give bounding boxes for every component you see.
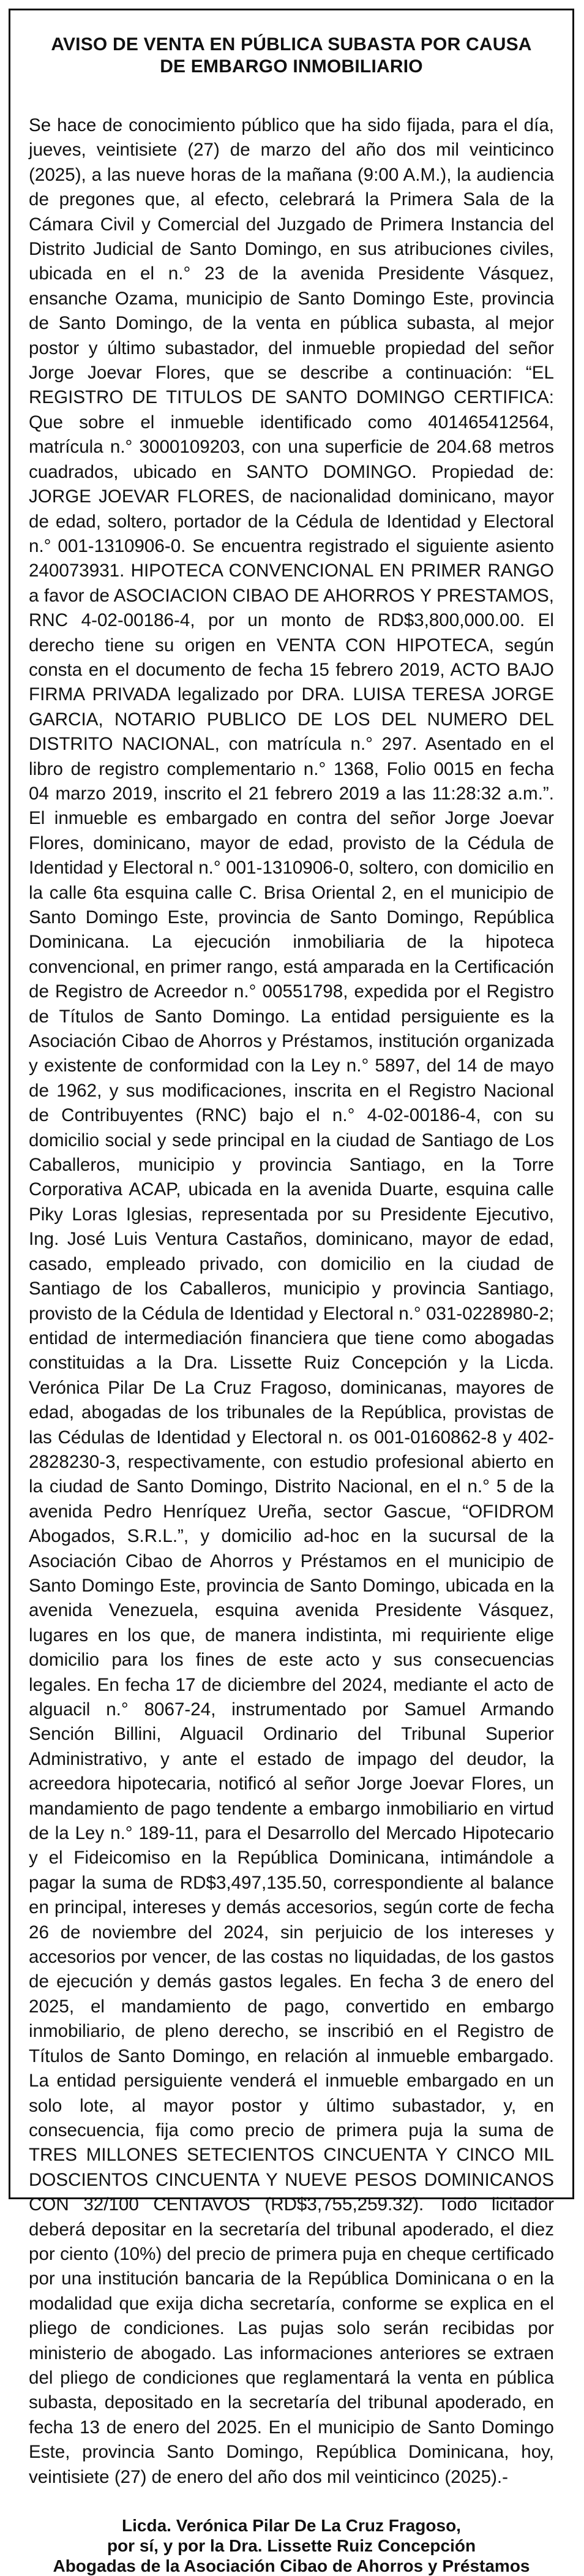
notice-title-line-1: AVISO DE VENTA EN PÚBLICA SUBASTA POR CAUSA xyxy=(51,34,532,55)
notice-title xyxy=(29,34,554,78)
notice-body: Se hace de conocimiento público que ha sido fijada, para el día, jueves, veintisiete (27) de marzo del año dos mil veinticinco (2025), a las nueve horas de la mañana (9:00 A.M.), la audiencia de pregones que, al efecto, celebrará la Primera Sala de la Cámara Civil y Comercial del Juzgado de Primera Instancia del Distrito Judicial de Santo Domingo, en sus atribuciones civiles, ubicada en el n.° 23 de la avenida Presidente Vásquez, ensanche Ozama, municipio de Santo Domingo Este, provincia de Santo Domingo, de la venta en pública subasta, al mejor postor y último subastador, del inmueble propiedad del señor Jorge Joevar Flores, que se describe a continuación: “EL REGISTRO DE TITULOS DE SANTO DOMINGO CERTIFICA: Que sobre el inmueble identificado como 401465412564, matrícula n.° 3000109203, con una superficie de 204.68 metros cuadrados, ubicado en SANTO DOMINGO. Propiedad de: JORGE JOEVAR FLORES, de nacionalidad dominicano, mayor de edad, soltero, portador de la Cédula de Identidad y Electoral n.° 001-1310906-0. Se encuentra registrado el siguiente asiento 240073931. HIPOTECA CONVENCIONAL EN PRIMER RANGO a favor de ASOCIACION CIBAO DE AHORROS Y PRESTAMOS, RNC 4-02-00186-4, por un monto de RD$3,800,000.00. El derecho tiene su origen en VENTA CON HIPOTECA, según consta en el documento de fecha 15 febrero 2019, ACTO BAJO FIRMA PRIVADA legalizado por DRA. LUISA TERESA JORGE GARCIA, NOTARIO PUBLICO DE LOS DEL NUMERO DEL DISTRITO NACIONAL, con matrícula n.° 297. Asentado en el libro de registro complementario n.° 1368, Folio 0015 en fecha 04 marzo 2019, inscrito el 21 febrero 2019 a las 11:28:32 a.m.”. El inmueble es embargado en contra del señor Jorge Joevar Flores, dominicano, mayor de edad, provisto de la Cédula de Identidad y Electoral n.° 001-1310906-0, soltero, con domicilio en la calle 6ta esquina calle C. Brisa Oriental 2, en el municipio de Santo Domingo Este, provincia de Santo Domingo, República Dominicana. La ejecución inmobiliaria de la hipoteca convencional, en primer rango, está amparada en la Certificación de Registro de Acreedor n.° 00551798, expedida por el Registro de Títulos de Santo Domingo. La entidad persiguiente es la Asociación Cibao de Ahorros y Préstamos, institución organizada y existente de conformidad con la Ley n.° 5897, del 14 de mayo de 1962, y sus modificaciones, inscrita en el Registro Nacional de Contribuyentes (RNC) bajo el n.° 4-02-00186-4, con su domicilio social y sede principal en la ciudad de Santiago de Los Caballeros, municipio y provincia Santiago, en la Torre Corporativa ACAP, ubicada en la avenida Duarte, esquina calle Piky Loras Iglesias, representada por su Presidente Ejecutivo, Ing. José Luis Ventura Castaños, dominicano, mayor de edad, casado, empleado privado, con domicilio en la ciudad de Santiago de los Caballeros, municipio y provincia Santiago, provisto de la Cédula de Identidad y Electoral n.° 031-0228980-2; entidad de intermediación financiera que tiene como abogadas constituidas a la Dra. Lissette Ruiz Concepción y la Licda. Verónica Pilar De La Cruz Fragoso, dominicanas, mayores de edad, abogadas de los tribunales de la República, provistas de las Cédulas de Identidad y Electoral n. os 001-0160862-8 y 402-2828230-3, respectivamente, con estudio profesional abierto en la ciudad de Santo Domingo, Distrito Nacional, en el n.° 5 de la avenida Pedro Henríquez Ureña, sector Gascue, “OFIDROM Abogados, S.R.L.”, y domicilio ad-hoc en la sucursal de la Asociación Cibao de Ahorros y Préstamos en el municipio de Santo Domingo Este, provincia de Santo Domingo, ubicada en la avenida Venezuela, esquina avenida Presidente Vásquez, lugares en los que, de manera indistinta, mi requiriente elige domicilio para los fines de este acto y sus consecuencias legales. En fecha 17 de diciembre del 2024, mediante el acto de alguacil n.° 8067-24, instrumentado por Samuel Armando Sención Billini, Alguacil Ordinario del Tribunal Superior Administrativo, y ante el estado de impago del deudor, la acreedora hipotecaria, notificó al señor Jorge Joevar Flores, un mandamiento de pago tendente a embargo inmobiliario en virtud de la Ley n.° 189-11, para el Desarrollo del Mercado Hipotecario y el Fideicomiso en la República Dominicana, intimándole a pagar la suma de RD$3,497,135.50, correspondiente al balance en principal, intereses y demás accesorios, según corte de fecha 26 de noviembre del 2024, sin perjuicio de los intereses y accesorios por vencer, de las costas no liquidadas, de los gastos de ejecución y demás gastos legales. En fecha 3 de enero del 2025, el mandamiento de pago, convertido en embargo inmobiliario, de pleno derecho, se inscribió en el Registro de Títulos de Santo Domingo, en relación al inmueble embargado. La entidad persiguiente venderá el inmueble embargado en un solo lote, al mayor postor y último subastador, y, en consecuencia, fija como precio de primera puja la suma de TRES MILLONES SETECIENTOS CINCUENTA Y CINCO MIL DOSCIENTOS CINCUENTA Y NUEVE PESOS DOMINICANOS CON 32/100 CENTAVOS (RD$3,755,259.32). Todo licitador deberá depositar en la secretaría del tribunal apoderado, el diez por ciento (10%) del precio de primera puja en cheque certificado por una institución bancaria de la República Dominicana o en la modalidad que exija dicha secretaría, conforme se explica en el pliego de condiciones. Las pujas solo serán recibidas por ministerio de abogado. Las informaciones anteriores se extraen del pliego de condiciones que reglamentará la venta en pública subasta, depositado en la secretaría del tribunal apoderado, en fecha 13 de enero del 2025. En el municipio de Santo Domingo Este, provincia Santo Domingo, República Dominicana, hoy, veintisiete (27) de enero del año dos mil veinticinco (2025).- xyxy=(29,115,554,2487)
signature-line-1: Licda. Verónica Pilar De La Cruz Fragoso, xyxy=(122,2516,461,2535)
signature-line-2: por sí, y por la Dra. Lissette Ruiz Concepción xyxy=(107,2536,476,2555)
signature-block xyxy=(29,2515,554,2576)
signature-line-3: Abogadas de la Asociación Cibao de Ahorros y Préstamos xyxy=(53,2556,530,2575)
legal-notice xyxy=(9,9,574,2575)
notice-title-line-2: DE EMBARGO INMOBILIARIO xyxy=(160,56,423,77)
